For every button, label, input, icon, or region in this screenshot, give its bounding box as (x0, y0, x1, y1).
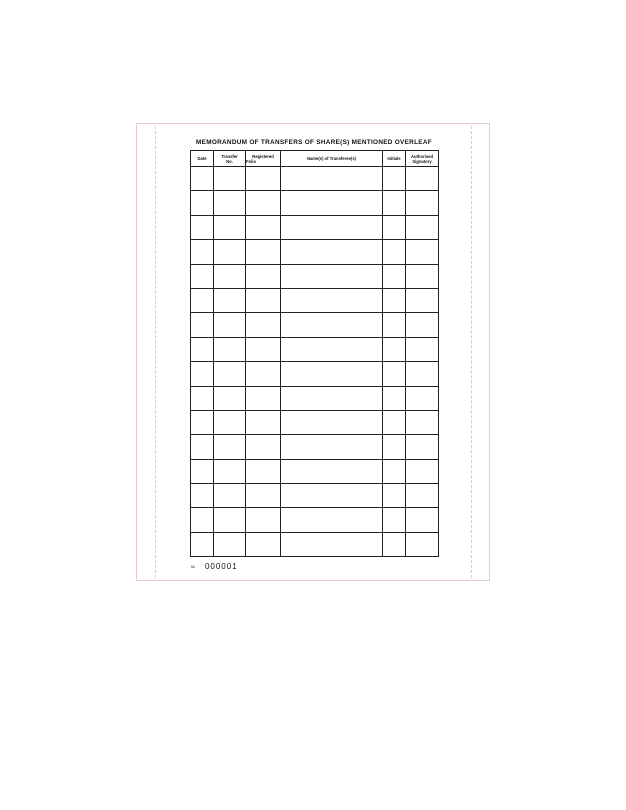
date-cell[interactable] (191, 532, 214, 556)
column-header-authorised-signatory (406, 151, 439, 167)
transferee-names-cell[interactable] (281, 215, 383, 239)
table-row (191, 337, 439, 361)
registered-folio-cell[interactable] (246, 410, 281, 434)
date-cell[interactable] (191, 508, 214, 532)
table-row (191, 313, 439, 337)
transfer-no-cell[interactable] (214, 337, 246, 361)
registered-folio-cell[interactable] (246, 532, 281, 556)
registered-folio-cell[interactable] (246, 288, 281, 312)
table-row (191, 240, 439, 264)
initials-cell[interactable] (383, 508, 406, 532)
authorised-signatory-cell[interactable] (406, 459, 439, 483)
transferee-names-cell[interactable] (281, 264, 383, 288)
date-cell[interactable] (191, 240, 214, 264)
registered-folio-cell[interactable] (246, 191, 281, 215)
column-header-transfer-no (214, 151, 246, 167)
transferee-names-cell[interactable] (281, 508, 383, 532)
column-header-line: Folio (246, 158, 257, 164)
left-guide-line (155, 126, 156, 578)
column-header-line: Transfer (221, 153, 238, 159)
column-header-line: Date (197, 156, 207, 161)
authorised-signatory-cell[interactable] (406, 191, 439, 215)
transfer-no-cell[interactable] (214, 410, 246, 434)
initials-cell[interactable] (383, 337, 406, 361)
column-header-line: Authorised (410, 153, 434, 159)
transfer-no-cell[interactable] (214, 240, 246, 264)
initials-cell[interactable] (383, 410, 406, 434)
transfer-no-cell[interactable] (214, 435, 246, 459)
transfer-no-cell[interactable] (214, 362, 246, 386)
registered-folio-cell[interactable] (246, 264, 281, 288)
table-body (191, 167, 439, 557)
table-row (191, 386, 439, 410)
transferee-names-cell[interactable] (281, 240, 383, 264)
transferee-names-cell[interactable] (281, 435, 383, 459)
transfer-no-cell[interactable] (214, 508, 246, 532)
authorised-signatory-cell[interactable] (406, 167, 439, 191)
date-cell[interactable] (191, 167, 214, 191)
table-row (191, 459, 439, 483)
initials-cell[interactable] (383, 484, 406, 508)
date-cell[interactable] (191, 459, 214, 483)
registered-folio-cell[interactable] (246, 386, 281, 410)
serial-value: 000001 (204, 562, 238, 572)
initials-cell[interactable] (383, 288, 406, 312)
registered-folio-cell[interactable] (246, 459, 281, 483)
initials-cell[interactable] (383, 532, 406, 556)
table-row (191, 264, 439, 288)
transferee-names-cell[interactable] (281, 313, 383, 337)
table-row (191, 167, 439, 191)
transfer-no-cell[interactable] (214, 532, 246, 556)
table-row (191, 435, 439, 459)
transfer-memo-table (190, 150, 439, 557)
authorised-signatory-cell[interactable] (406, 484, 439, 508)
initials-cell[interactable] (383, 362, 406, 386)
table-row (191, 362, 439, 386)
transfer-no-cell[interactable] (214, 215, 246, 239)
authorised-signatory-cell[interactable] (406, 532, 439, 556)
initials-cell[interactable] (383, 435, 406, 459)
date-cell[interactable] (191, 313, 214, 337)
authorised-signatory-cell[interactable] (406, 362, 439, 386)
transferee-names-cell[interactable] (281, 167, 383, 191)
transferee-names-cell[interactable] (281, 288, 383, 312)
column-header-line: Signatory (412, 158, 432, 164)
table-row (191, 191, 439, 215)
table-row (191, 532, 439, 556)
transferee-names-cell[interactable] (281, 386, 383, 410)
form-title: MEMORANDUM OF TRANSFERS OF SHARE(S) MENTIONED OVERLEAF (196, 139, 432, 146)
right-guide-line (471, 126, 472, 578)
initials-cell[interactable] (383, 215, 406, 239)
registered-folio-cell[interactable] (246, 215, 281, 239)
transfer-no-cell[interactable] (214, 191, 246, 215)
column-header-line: No. (226, 158, 233, 164)
authorised-signatory-cell[interactable] (406, 435, 439, 459)
authorised-signatory-cell[interactable] (406, 288, 439, 312)
transfer-no-cell[interactable] (214, 313, 246, 337)
transferee-names-cell[interactable] (281, 459, 383, 483)
registered-folio-cell[interactable] (246, 313, 281, 337)
registered-folio-cell[interactable] (246, 337, 281, 361)
serial-prefix: NL (191, 564, 196, 569)
date-cell[interactable] (191, 362, 214, 386)
column-header-registered-folio (246, 151, 281, 167)
transfer-no-cell[interactable] (214, 484, 246, 508)
transfer-no-cell[interactable] (214, 459, 246, 483)
table-header-row (191, 151, 439, 167)
transferee-names-cell[interactable] (281, 410, 383, 434)
authorised-signatory-cell[interactable] (406, 240, 439, 264)
transferee-names-cell[interactable] (281, 191, 383, 215)
date-cell[interactable] (191, 288, 214, 312)
column-header-line: Name(s) of Transferee(s) (306, 156, 357, 161)
column-header-transferee-names (281, 151, 383, 167)
transferee-names-cell[interactable] (281, 362, 383, 386)
registered-folio-cell[interactable] (246, 240, 281, 264)
date-cell[interactable] (191, 484, 214, 508)
column-header-date (191, 151, 214, 167)
registered-folio-cell[interactable] (246, 435, 281, 459)
serial-number (191, 558, 238, 576)
date-cell[interactable] (191, 264, 214, 288)
date-cell[interactable] (191, 337, 214, 361)
authorised-signatory-cell[interactable] (406, 508, 439, 532)
column-header-initials (383, 151, 406, 167)
transfer-no-cell[interactable] (214, 167, 246, 191)
authorised-signatory-cell[interactable] (406, 386, 439, 410)
initials-cell[interactable] (383, 191, 406, 215)
authorised-signatory-cell[interactable] (406, 337, 439, 361)
transfer-no-cell[interactable] (214, 264, 246, 288)
initials-cell[interactable] (383, 459, 406, 483)
date-cell[interactable] (191, 410, 214, 434)
authorised-signatory-cell[interactable] (406, 313, 439, 337)
table-row (191, 484, 439, 508)
transferee-names-cell[interactable] (281, 484, 383, 508)
column-header-line: Registered (252, 153, 274, 159)
date-cell[interactable] (191, 215, 214, 239)
initials-cell[interactable] (383, 386, 406, 410)
date-cell[interactable] (191, 435, 214, 459)
transferee-names-cell[interactable] (281, 532, 383, 556)
registered-folio-cell[interactable] (246, 484, 281, 508)
registered-folio-cell[interactable] (246, 167, 281, 191)
date-cell[interactable] (191, 386, 214, 410)
transfer-no-cell[interactable] (214, 386, 246, 410)
table-row (191, 410, 439, 434)
table-row (191, 288, 439, 312)
transfer-no-cell[interactable] (214, 288, 246, 312)
table-row (191, 508, 439, 532)
initials-cell[interactable] (383, 240, 406, 264)
initials-cell[interactable] (383, 167, 406, 191)
authorised-signatory-cell[interactable] (406, 215, 439, 239)
authorised-signatory-cell[interactable] (406, 410, 439, 434)
authorised-signatory-cell[interactable] (406, 264, 439, 288)
registered-folio-cell[interactable] (246, 362, 281, 386)
column-header-line: Initials (387, 156, 401, 161)
transferee-names-cell[interactable] (281, 337, 383, 361)
date-cell[interactable] (191, 191, 214, 215)
initials-cell[interactable] (383, 264, 406, 288)
registered-folio-cell[interactable] (246, 508, 281, 532)
table-row (191, 215, 439, 239)
initials-cell[interactable] (383, 313, 406, 337)
